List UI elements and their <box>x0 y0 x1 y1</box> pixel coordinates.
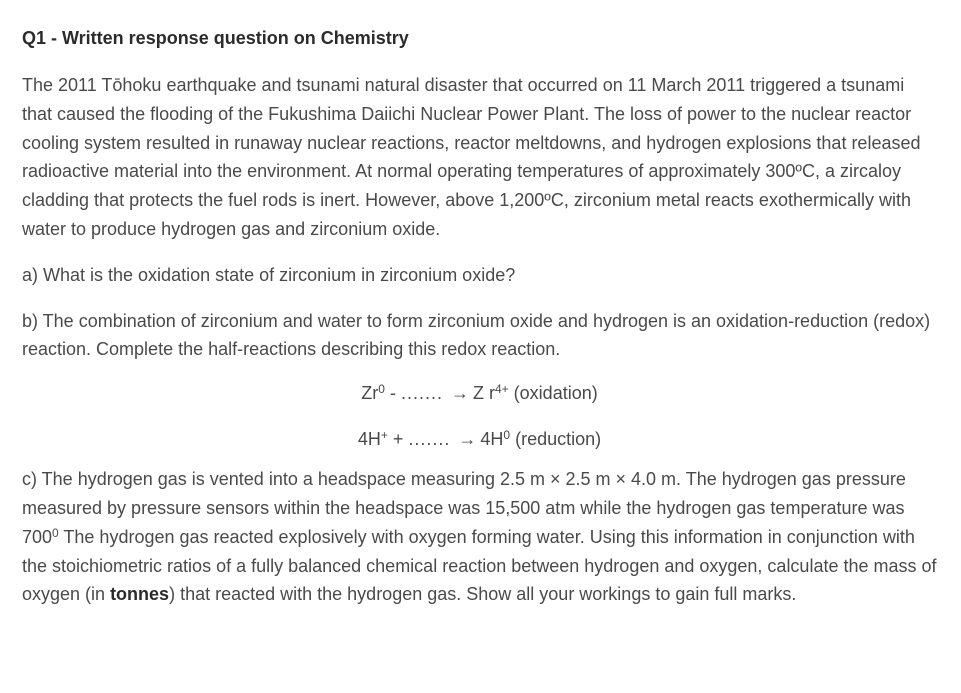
part-c-degree: 0 <box>52 525 59 540</box>
part-c-text-1: c) The hydrogen gas is vented into a headspace measuring 2.5 m × 2.5 m × 4.0 m. The hydrogen gas pressure measured by pressure sensors within the headspace was 15,500 atm while the hydrogen gas temperature was 700 <box>22 469 906 547</box>
question-title: Q1 - Written response question on Chemistry <box>22 28 409 48</box>
reduction-product: 4H <box>480 429 504 450</box>
reduction-operator: + <box>387 429 409 450</box>
arrow-icon: → <box>450 383 469 404</box>
oxidation-operator: - <box>384 383 401 404</box>
oxidation-reactant: Zr <box>361 383 379 404</box>
part-b-question: b) The combination of zirconium and water to form zirconium oxide and hydrogen is an oxidation-reduction (redox) reaction. Complete the half-reactions describing this redox reaction. <box>22 310 931 360</box>
oxidation-product-charge: 4+ <box>494 382 509 397</box>
reduction-product-charge: 0 <box>503 428 511 443</box>
reduction-blank: ....... <box>408 429 451 450</box>
reduction-reactant: 4H <box>357 429 381 450</box>
oxidation-reactant-charge: 0 <box>378 382 385 397</box>
oxidation-product: Z r <box>472 383 495 404</box>
part-c-text-2: The hydrogen gas reacted explosively with oxygen forming water. Using this information in conjunction with the stoichiometric ratios of a fully balanced chemical reaction between hydrogen and oxygen, calculate the mass of oxygen (in <box>22 526 937 605</box>
reduction-half-reaction <box>22 427 937 451</box>
arrow-icon: → <box>458 429 477 450</box>
part-c-unit-emphasis: tonnes <box>110 584 170 605</box>
part-a-question: a) What is the oxidation state of zirconium in zirconium oxide? <box>22 264 516 285</box>
question-intro: The 2011 Tōhoku earthquake and tsunami natural disaster that occurred on 11 March 2011 triggered a tsunami that caused the flooding of the Fukushima Daiichi Nuclear Power Plant. The loss of power to the nuclear reactor cooling system resulted in runaway nuclear reactions, reactor meltdowns, and hydrogen explosions that released radioactive material into the environment. At normal operating temperatures of approximately 300ºC, a zircaloy cladding that protects the fuel rods is inert. However, above 1,200ºC, zirconium metal reacts exothermically with water to produce hydrogen gas and zirconium oxide. <box>22 75 921 239</box>
oxidation-blank: ....... <box>400 383 443 404</box>
oxidation-half-reaction <box>22 381 937 405</box>
oxidation-label: (oxidation) <box>508 383 598 404</box>
part-c-question <box>22 465 937 609</box>
reduction-label: (reduction) <box>510 429 602 450</box>
reduction-reactant-charge: + <box>380 428 388 443</box>
part-c-text-3: ) that reacted with the hydrogen gas. Show all your workings to gain full marks. <box>169 584 797 605</box>
